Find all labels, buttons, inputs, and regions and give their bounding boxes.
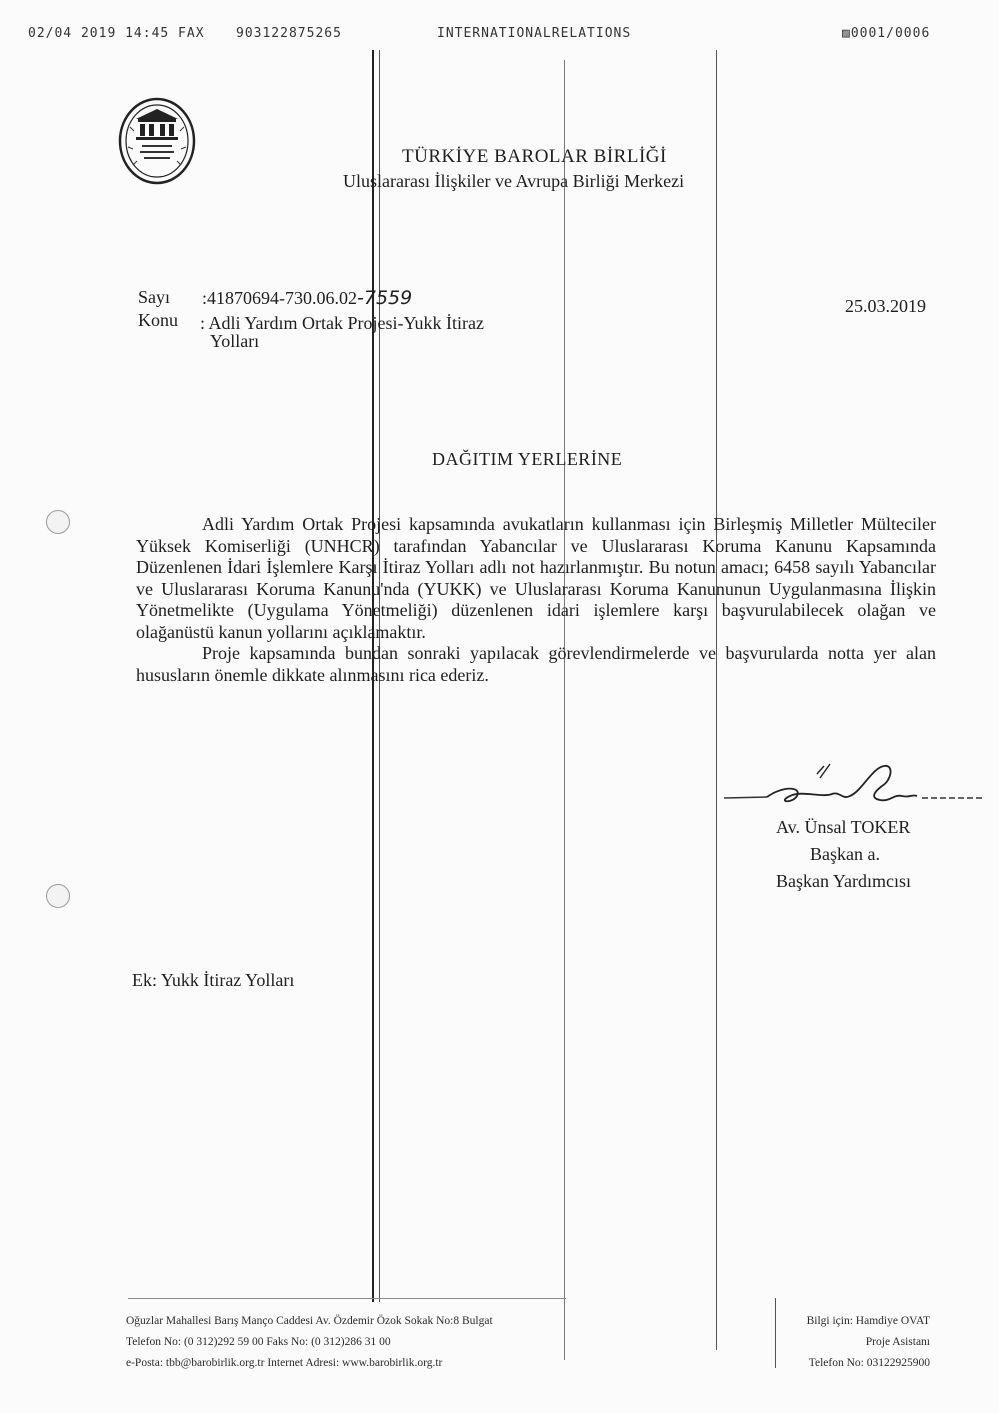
- bar-association-seal-logo: [118, 97, 196, 185]
- signatory-name: Av. Ünsal TOKER: [776, 817, 911, 837]
- subject-value-line1: : Adli Yardım Ortak Projesi-Yukk İtiraz: [200, 313, 484, 333]
- scan-line-artifact: [775, 1298, 776, 1368]
- footer-divider: [128, 1298, 566, 1299]
- reference-number-handwritten: -7559: [357, 287, 413, 309]
- document-date: 25.03.2019: [845, 296, 926, 316]
- fax-number: 903122875265: [236, 26, 342, 41]
- punch-hole: [46, 510, 70, 534]
- organization-name: TÜRKİYE BAROLAR BİRLİĞİ: [402, 146, 667, 167]
- footer-info-phone: Telefon No: 03122925900: [808, 1357, 930, 1369]
- fax-page-icon: ▨: [842, 26, 851, 41]
- signatory-role-line1: Başkan a.: [810, 844, 880, 864]
- scan-line-artifact: [564, 60, 565, 1360]
- signatory-block: [776, 814, 911, 895]
- footer-contact: [126, 1311, 493, 1374]
- handwritten-signature: [722, 756, 984, 816]
- footer-phone-fax: Telefon No: (0 312)292 59 00 Faks No: (0 312)286 31 00: [126, 1336, 391, 1348]
- subject-label: Konu: [138, 310, 178, 330]
- footer-info-contact: Bilgi için: Hamdiye OVAT: [806, 1315, 930, 1327]
- fax-sender: INTERNATIONALRELATIONS: [437, 26, 632, 41]
- reference-number-value: :41870694-730.06.02: [202, 288, 357, 308]
- footer-address: Oğuzlar Mahallesi Barış Manço Caddesi Av. Özdemir Özok Sokak No:8 Bulgat: [126, 1315, 493, 1327]
- letter-body: [136, 514, 936, 686]
- footer-info-role: Proje Asistanı: [865, 1336, 930, 1348]
- reference-number: [202, 287, 412, 309]
- organization-unit: Uluslararası İlişkiler ve Avrupa Birliği Merkezi: [343, 171, 685, 191]
- footer-info: [778, 1311, 930, 1374]
- subject-value-line2: Yolları: [210, 331, 260, 351]
- addressee-heading: DAĞITIM YERLERİNE: [432, 449, 623, 469]
- footer-email-web: e-Posta: tbb@barobirlik.org.tr Internet Adresi: www.barobirlik.org.tr: [126, 1357, 443, 1369]
- fax-page-counter: [842, 26, 930, 41]
- attachment-note: Ek: Yukk İtiraz Yolları: [132, 970, 295, 990]
- signatory-role-line2: Başkan Yardımcısı: [776, 871, 911, 891]
- scan-line-artifact: [716, 50, 717, 1350]
- body-paragraph: Adli Yardım Ortak Projesi kapsamında avukatların kullanması için Birleşmiş Milletler Mülteciler Yüksek Komiserliği (UNHCR) tarafından Yabancılar ve Uluslararası Koruma Kanunu Kapsamında Düzenlenen İdari İşlemlere Karşı İtiraz Yolları adlı not hazırlanmıştır. Bu notun amacı; 6458 sayılı Yabancılar ve Uluslararası Koruma Kanunu'nda (YUKK) ve Uluslararası Koruma Kanununun Uygulanmasına İlişkin Yönetmelikte (Uygulama Yönetmeliği) düzenlenen idari işlemlere karşı başvurulabilecek olağan ve olağanüstü kanun yollarını açıklamaktır.: [136, 514, 936, 642]
- fax-page-number: 0001/0006: [850, 26, 931, 41]
- reference-number-label: Sayı: [138, 287, 171, 307]
- body-paragraph: Proje kapsamında bundan sonraki yapılacak görevlendirmelerde ve başvurularda notta yer alan hususların önemle dikkate alınmasını rica ederiz.: [136, 643, 936, 685]
- punch-hole: [46, 884, 70, 908]
- fax-datetime: 02/04 2019 14:45 FAX: [28, 26, 205, 41]
